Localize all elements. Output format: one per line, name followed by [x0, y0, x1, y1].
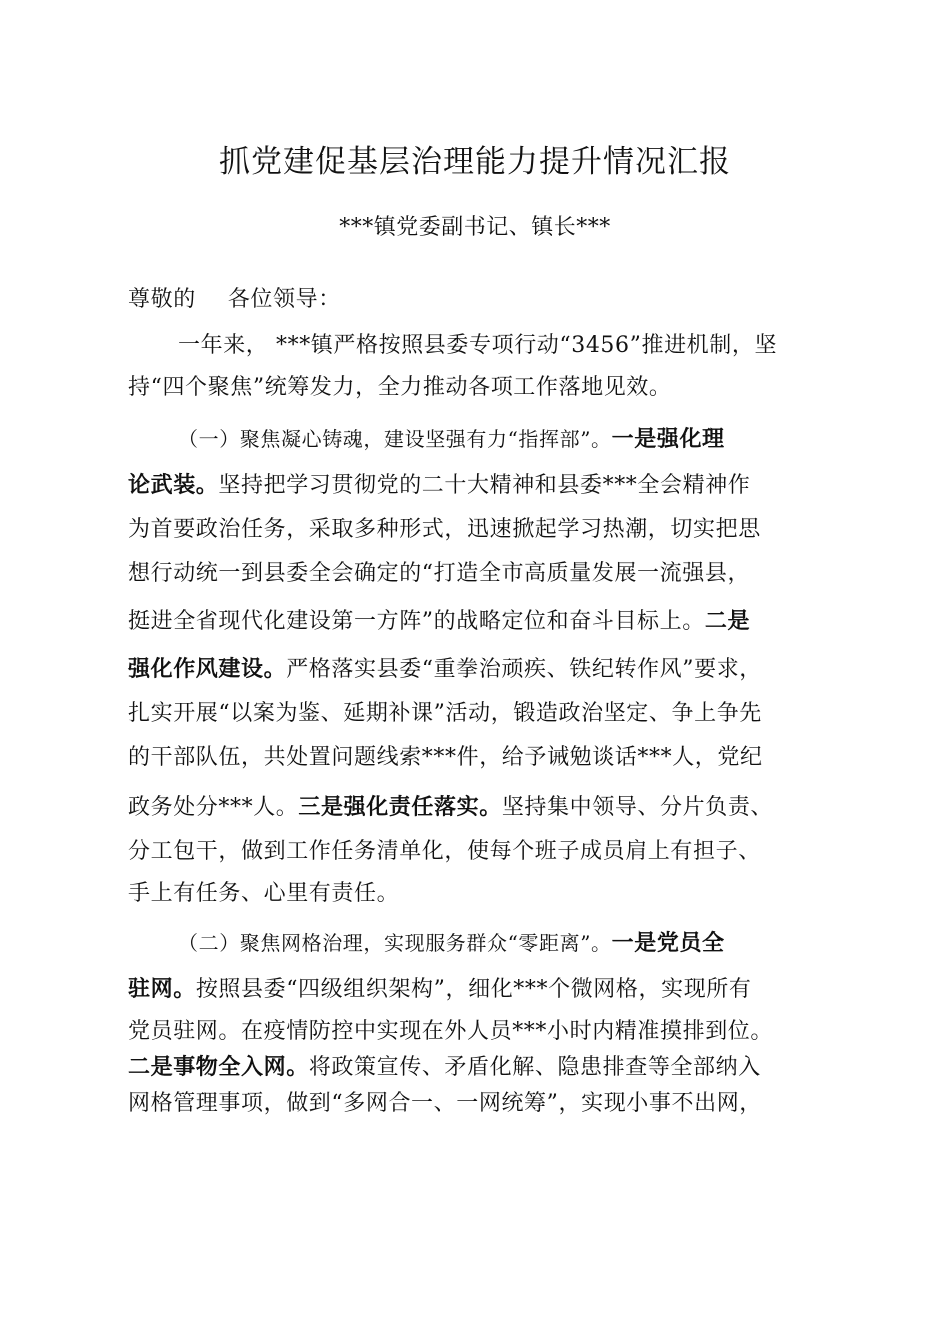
- section1-line-10: 分工包干，做到工作任务清单化，使每个班子成员肩上有担子、: [128, 839, 761, 864]
- section1-item2-title-a: 二是: [704, 609, 751, 634]
- section1-heading-line: [178, 422, 725, 453]
- section1-line-9: [128, 790, 773, 821]
- section2-line-3: 党员驻网。在疫情防控中实现在外人员***小时内精准摸排到位。: [128, 1019, 774, 1044]
- section1-item1-title-b: 论武装。: [128, 473, 219, 498]
- section2-heading-line: [178, 926, 725, 957]
- section2-item2-text-0: 将政策宣传、矛盾化解、隐患排查等全部纳入: [308, 1055, 761, 1080]
- section1-line-4: 想行动统一到县委全会确定的“打造全市高质量发展一流强县，: [128, 561, 751, 586]
- section2-line-4: [128, 1050, 761, 1081]
- section2-heading: （二）聚焦网格治理，实现服务群众“零距离”。: [178, 931, 612, 955]
- section1-item1-text-0: 坚持把学习贯彻党的二十大精神和县委***全会精神作: [218, 473, 751, 498]
- section1-line-8: 的干部队伍，共处置问题线索***件，给予诫勉谈话***人，党纪: [128, 745, 763, 770]
- section1-item2-text-3: 政务处分***人。: [128, 795, 299, 820]
- section2-line-5: 网格管理事项，做到“多网合一、一网统筹”，实现小事不出网，: [128, 1091, 762, 1116]
- section2-line-2: [128, 972, 752, 1003]
- section1-item1-title-a: 一是强化理: [611, 427, 725, 452]
- section1-line-3: 为首要政治任务，采取多种形式，迅速掀起学习热潮，切实把思: [128, 517, 761, 542]
- salutation: [128, 282, 341, 313]
- document-author: ***镇党委副书记、镇长***: [339, 215, 611, 240]
- section1-line-2: [128, 468, 750, 499]
- section1-heading: （一）聚焦凝心铸魂，建设坚强有力“指挥部”。: [178, 427, 612, 451]
- section1-item2-text-0: 严格落实县委“重拳治顽疾、铁纪转作风”要求，: [286, 657, 762, 682]
- section2-item1-title-b: 驻网。: [128, 977, 196, 1002]
- section1-item1-text-3: 挺进全省现代化建设第一方阵”的战略定位和奋斗目标上。: [128, 609, 705, 634]
- intro-line-2: 持“四个聚焦”统筹发力，全力推动各项工作落地见效。: [128, 375, 672, 400]
- intro-line-1: 一年来， ***镇严格按照县委专项行动“3456”推进机制，坚: [178, 333, 778, 358]
- section2-item2-title: 二是事物全入网。: [128, 1055, 309, 1080]
- section2-item1-text-0: 按照县委“四级组织架构”，细化***个微网格，实现所有: [195, 977, 752, 1002]
- section1-line-11: 手上有任务、心里有责任。: [128, 881, 400, 906]
- section1-item3-text-0: 坚持集中领导、分片负责、: [501, 795, 774, 820]
- section1-line-7: 扎实开展“以案为鉴、延期补课”活动，锻造政治坚定、争上争先: [128, 701, 762, 726]
- section2-item1-title-a: 一是党员全: [611, 931, 725, 956]
- salutation-suffix: 各位领导：: [227, 287, 341, 312]
- document-title: 抓党建促基层治理能力提升情况汇报: [219, 144, 731, 180]
- salutation-prefix: 尊敬的: [128, 287, 196, 312]
- section1-item3-title: 三是强化责任落实。: [298, 795, 502, 820]
- section1-item2-title-b: 强化作风建设。: [128, 657, 287, 682]
- section1-line-5: [128, 604, 750, 635]
- section1-line-6: [128, 652, 762, 683]
